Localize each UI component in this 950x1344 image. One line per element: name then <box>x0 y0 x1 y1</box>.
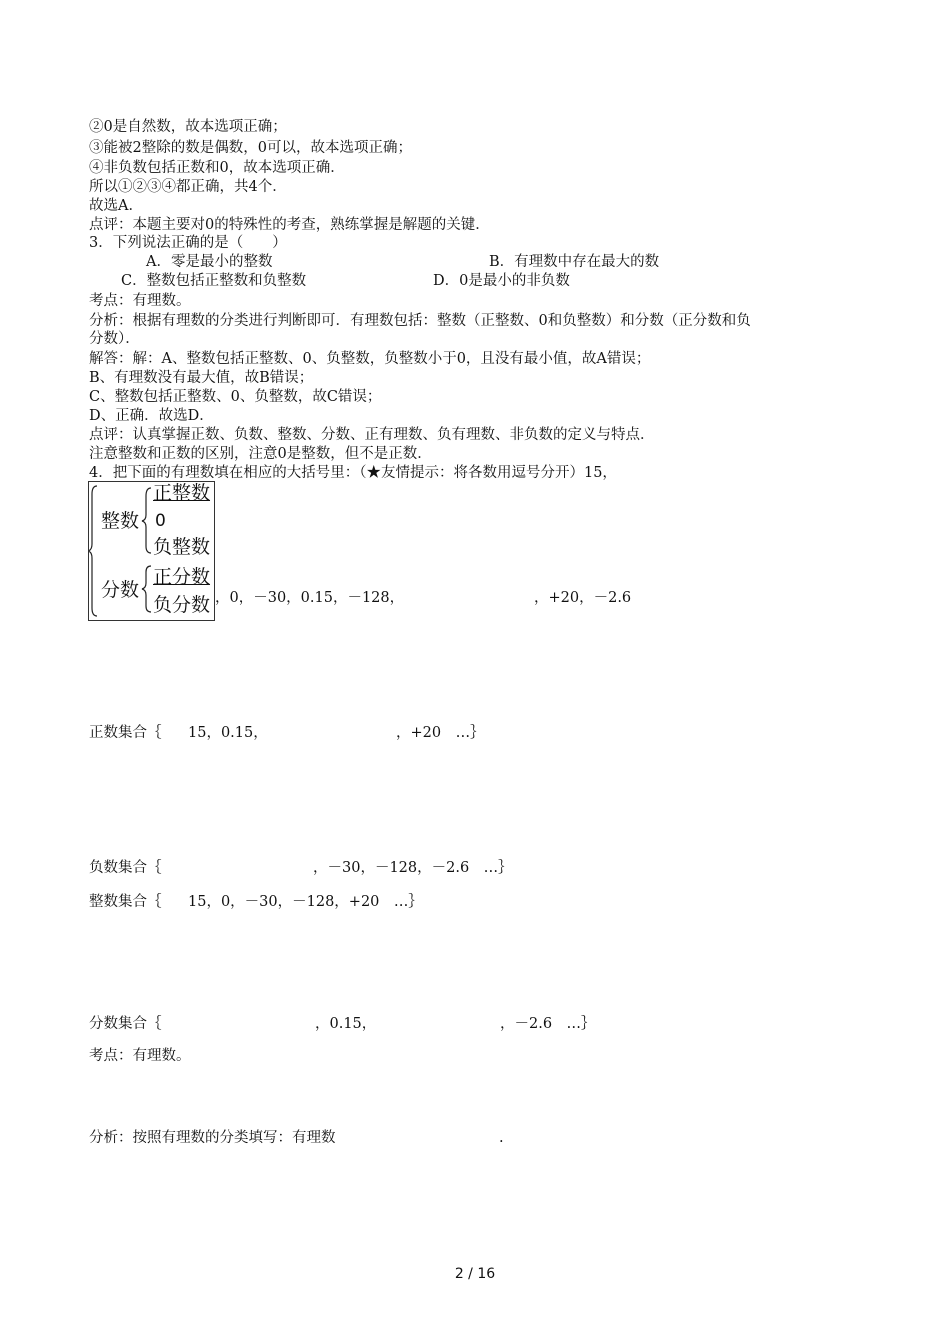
integer-set-values: 15，0，－30，－128，+20 …｝ <box>188 894 423 910</box>
positive-set-values-b: ，+20 …｝ <box>396 725 485 741</box>
page-number: 2 / 16 <box>454 1266 496 1282</box>
label-positive-integer: 正整数 <box>153 482 211 504</box>
option-d: D．0是最小的非负数 <box>433 273 570 289</box>
fenxi-3: 分析：根据有理数的分类进行判断即可．有理数包括：整数（正整数、0和负整数）和分数（正分数和负 <box>89 313 751 329</box>
question-4: 4．把下面的有理数填在相应的大括号里：（★友情提示：将各数用逗号分开）15， <box>89 465 617 481</box>
fraction-set-label: 分数集合｛ <box>89 1016 162 1032</box>
label-zero: 0 <box>155 511 166 531</box>
option-a: A．零是最小的整数 <box>146 254 273 270</box>
number-list-part1: ，0，－30，0.15，－128， <box>215 590 405 606</box>
label-zhengshu: 整数 <box>101 510 140 532</box>
label-negative-integer: 负整数 <box>153 536 211 558</box>
jieda-line: D、正确．故选D． <box>89 408 214 424</box>
text-line: ④非负数包括正数和0，故本选项正确． <box>89 160 345 176</box>
kaodian-3: 考点：有理数。 <box>89 293 191 309</box>
text-line: 所以①②③④都正确，共4个． <box>89 179 287 195</box>
fenxi-4-end: . <box>499 1130 504 1146</box>
fenxi-3-cont: 分数）． <box>89 331 140 347</box>
text-line: ②0是自然数，故本选项正确； <box>89 119 287 135</box>
text-line: 故选A． <box>89 198 143 214</box>
text-line: ③能被2整除的数是偶数，0可以，故本选项正确； <box>89 140 412 156</box>
label-positive-fraction: 正分数 <box>153 566 211 588</box>
option-b: B．有理数中存在最大的数 <box>489 254 660 270</box>
integer-set-label: 整数集合｛ <box>89 894 162 910</box>
positive-set-label: 正数集合｛ <box>89 725 162 741</box>
dianping-line: 注意整数和正数的区别，注意0是整数，但不是正数． <box>89 446 432 462</box>
question-3: 3．下列说法正确的是（ ） <box>89 235 287 251</box>
negative-set-values: ，－30，－128，－2.6 …｝ <box>313 860 513 876</box>
positive-set-values-a: 15，0.15， <box>188 725 268 741</box>
jieda-line: 解答：解：A、整数包括正整数、0、负整数，负整数小于0，且没有最小值，故A错误； <box>89 351 651 367</box>
fraction-set-values-a: ，0.15， <box>315 1016 377 1032</box>
jieda-line: C、整数包括正整数、0、负整数，故C错误； <box>89 389 382 405</box>
fenxi-4: 分析：按照有理数的分类填写：有理数 <box>89 1130 336 1146</box>
negative-set-label: 负数集合｛ <box>89 860 162 876</box>
number-list-part2: ，+20，－2.6 <box>534 590 632 606</box>
text-line: 点评：本题主要对0的特殊性的考查，熟练掌握是解题的关键． <box>89 217 490 233</box>
label-fenshu: 分数 <box>101 579 140 601</box>
label-negative-fraction: 负分数 <box>153 594 211 616</box>
option-c: C．整数包括正整数和负整数 <box>121 273 307 289</box>
dianping-line: 点评：认真掌握正数、负数、整数、分数、正有理数、负有理数、非负数的定义与特点． <box>89 427 655 443</box>
fraction-set-values-b: ，－2.6 …｝ <box>500 1016 596 1032</box>
classification-diagram <box>88 481 215 621</box>
kaodian-4: 考点：有理数。 <box>89 1048 191 1064</box>
jieda-line: B、有理数没有最大值，故B错误； <box>89 370 314 386</box>
